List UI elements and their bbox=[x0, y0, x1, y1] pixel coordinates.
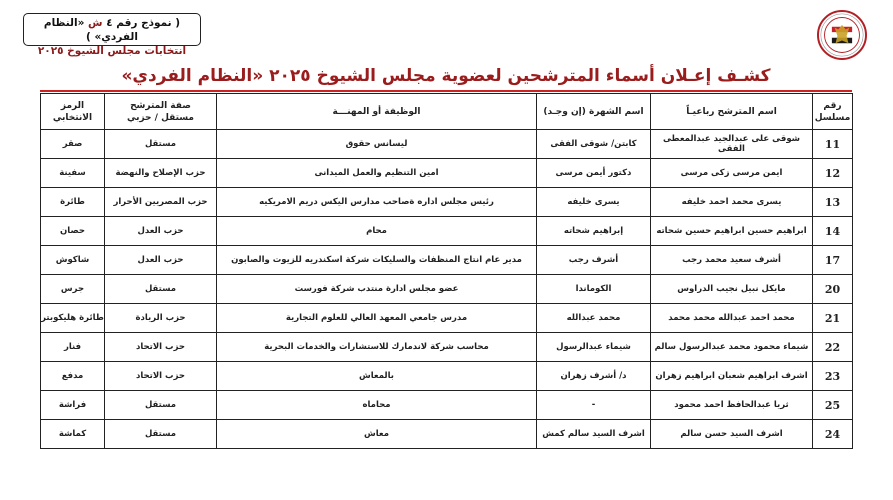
nickname-cell: - bbox=[537, 391, 651, 420]
occupation-cell: امين التنظيم والعمل الميدانى bbox=[217, 159, 537, 188]
status-cell: مستقل bbox=[105, 391, 217, 420]
nickname-cell: أشرف رجب bbox=[537, 246, 651, 275]
symbol-cell: شاكوش bbox=[41, 246, 105, 275]
status-cell: مستقل bbox=[105, 130, 217, 159]
table-row bbox=[41, 130, 853, 159]
table-row bbox=[41, 275, 853, 304]
serial-cell: 12 bbox=[813, 159, 853, 188]
name-cell: ثريا عبدالحافظ احمد محمود bbox=[651, 391, 813, 420]
occupation-cell: محاسب شركة لاندمارك للاستشارات والخدمات البحرية bbox=[217, 333, 537, 362]
header-occupation: الوظيفة أو المهنـــة bbox=[217, 94, 537, 130]
nickname-cell: اشرف السيد سالم كمش bbox=[537, 420, 651, 449]
title-underline bbox=[40, 90, 852, 92]
nickname-cell: الكوماندا bbox=[537, 275, 651, 304]
serial-cell: 13 bbox=[813, 188, 853, 217]
name-cell: اشرف السيد حسن سالم bbox=[651, 420, 813, 449]
election-authority-logo bbox=[817, 10, 867, 60]
serial-cell: 22 bbox=[813, 333, 853, 362]
symbol-cell: حصان bbox=[41, 217, 105, 246]
name-cell: محمد احمد عبدالله محمد محمد bbox=[651, 304, 813, 333]
table-row bbox=[41, 246, 853, 275]
header-serial: رقم مسلسل bbox=[813, 94, 853, 130]
header-electoral-symbol: الرمز الانتخابي bbox=[41, 94, 105, 130]
eagle-emblem-icon bbox=[819, 12, 865, 58]
occupation-cell: ليسانس حقوق bbox=[217, 130, 537, 159]
occupation-cell: مدرس جامعي المعهد العالي للعلوم التجارية bbox=[217, 304, 537, 333]
status-cell: حزب الريادة bbox=[105, 304, 217, 333]
table-row bbox=[41, 420, 853, 449]
header-nickname: اسم الشهرة (إن وجـد) bbox=[537, 94, 651, 130]
occupation-cell: معاش bbox=[217, 420, 537, 449]
symbol-cell: سفينة bbox=[41, 159, 105, 188]
serial-cell: 23 bbox=[813, 362, 853, 391]
header-candidate-status: صفة المترشح مستقل / حزبي bbox=[105, 94, 217, 130]
occupation-cell: عضو مجلس ادارة منتدب شركة فورست bbox=[217, 275, 537, 304]
symbol-cell: جرس bbox=[41, 275, 105, 304]
name-cell: شوقى على عبدالجيد عبدالمعطى الفقى bbox=[651, 130, 813, 159]
candidates-table bbox=[40, 93, 853, 449]
symbol-cell: كماشة bbox=[41, 420, 105, 449]
serial-cell: 17 bbox=[813, 246, 853, 275]
name-cell: يسرى محمد احمد خليفه bbox=[651, 188, 813, 217]
serial-cell: 14 bbox=[813, 217, 853, 246]
name-cell: أشرف سعيد محمد رجب bbox=[651, 246, 813, 275]
table-row bbox=[41, 391, 853, 420]
status-cell: حزب العدل bbox=[105, 217, 217, 246]
nickname-cell: محمد عبدالله bbox=[537, 304, 651, 333]
table-row bbox=[41, 188, 853, 217]
name-cell: اشرف ابراهيم شعبان ابراهيم زهران bbox=[651, 362, 813, 391]
symbol-cell: مدفع bbox=[41, 362, 105, 391]
occupation-cell: مدير عام انتاج المنظفات والسليكات شركة اسكندريه للزيوت والصابون bbox=[217, 246, 537, 275]
table-header-row bbox=[41, 94, 853, 130]
symbol-cell: طائرة bbox=[41, 188, 105, 217]
status-cell: مستقل bbox=[105, 420, 217, 449]
election-name-label: انتخابات مجلس الشيوخ ٢٠٢٥ bbox=[37, 45, 187, 57]
name-cell: مايكل نبيل نجيب الدراوس bbox=[651, 275, 813, 304]
page-title: كشـف إعـلان أسماء المترشحين لعضوية مجلس الشيوخ ٢٠٢٥ «النظام الفردي» bbox=[121, 66, 771, 86]
serial-cell: 21 bbox=[813, 304, 853, 333]
symbol-cell: طائرة هليكوبتر bbox=[41, 304, 105, 333]
symbol-cell: فنار bbox=[41, 333, 105, 362]
table-row bbox=[41, 304, 853, 333]
serial-cell: 20 bbox=[813, 275, 853, 304]
name-cell: ابراهيم حسين ابراهيم حسين شحاته bbox=[651, 217, 813, 246]
status-cell: حزب المصريين الأحرار bbox=[105, 188, 217, 217]
status-cell: حزب الاتحاد bbox=[105, 362, 217, 391]
status-cell: حزب العدل bbox=[105, 246, 217, 275]
nickname-cell: إبراهيم شحاته bbox=[537, 217, 651, 246]
nickname-cell: كابتن/ شوقى الفقى bbox=[537, 130, 651, 159]
header-candidate-name: اسم المترشح رباعيـاً bbox=[651, 94, 813, 130]
nickname-cell: د/ أشرف زهران bbox=[537, 362, 651, 391]
table-row bbox=[41, 159, 853, 188]
status-cell: مستقل bbox=[105, 275, 217, 304]
serial-cell: 11 bbox=[813, 130, 853, 159]
occupation-cell: محاماه bbox=[217, 391, 537, 420]
nickname-cell: شيماء عبدالرسول bbox=[537, 333, 651, 362]
table-row bbox=[41, 217, 853, 246]
form-number-box bbox=[23, 13, 201, 57]
table-row bbox=[41, 333, 853, 362]
serial-cell: 24 bbox=[813, 420, 853, 449]
symbol-cell: فراشة bbox=[41, 391, 105, 420]
status-cell: حزب الإصلاح والنهضة bbox=[105, 159, 217, 188]
nickname-cell: دكتور أيمن مرسى bbox=[537, 159, 651, 188]
occupation-cell: محام bbox=[217, 217, 537, 246]
table-row bbox=[41, 362, 853, 391]
name-cell: ايمن مرسى زكى مرسى bbox=[651, 159, 813, 188]
nickname-cell: يسرى خليفه bbox=[537, 188, 651, 217]
symbol-cell: صقر bbox=[41, 130, 105, 159]
status-cell: حزب الاتحاد bbox=[105, 333, 217, 362]
form-number-label: ( نموذج رقم ٤ ش «النظام الفردي» ) bbox=[43, 17, 181, 43]
serial-cell: 25 bbox=[813, 391, 853, 420]
occupation-cell: بالمعاش bbox=[217, 362, 537, 391]
occupation-cell: رئيس مجلس اداره ةصاحب مدارس اليكس دريم الامريكيه bbox=[217, 188, 537, 217]
name-cell: شيماء محمود محمد عبدالرسول سالم bbox=[651, 333, 813, 362]
